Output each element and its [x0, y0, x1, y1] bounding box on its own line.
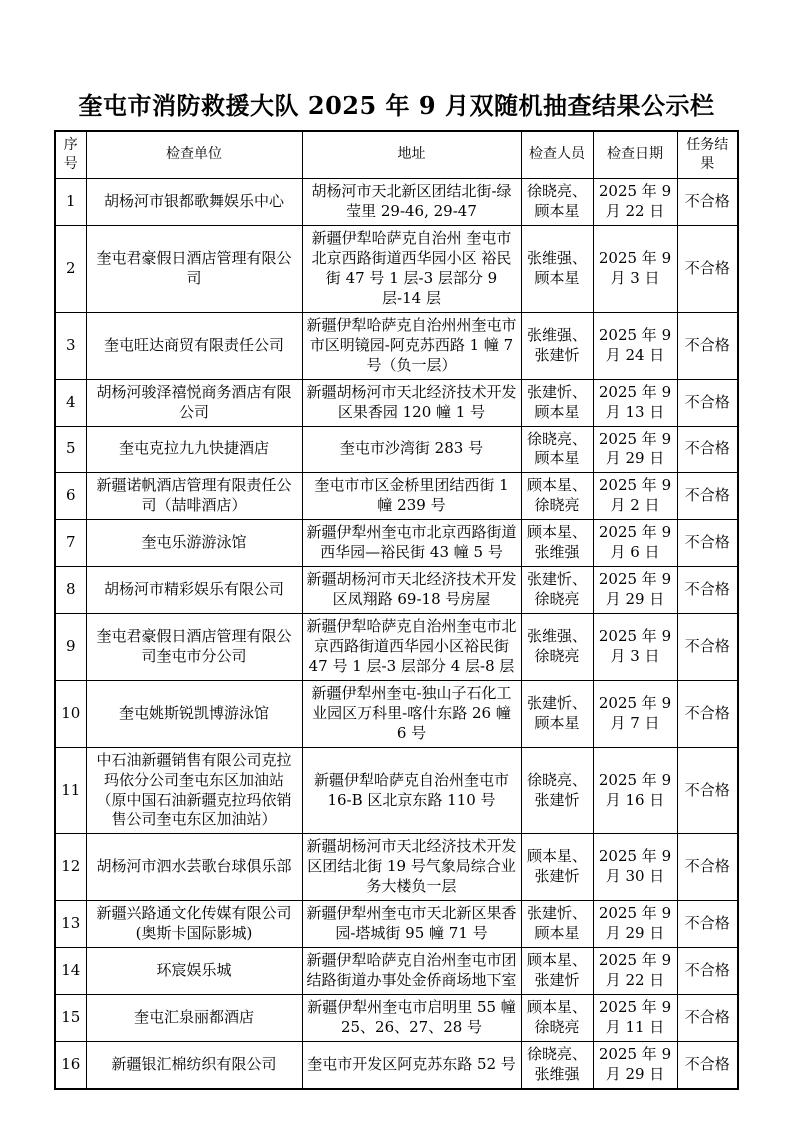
table-row	[55, 901, 738, 948]
inspection-date: 2025 年 9 月 29 日	[593, 901, 677, 948]
unit-name: 新疆诺帆酒店管理有限责任公司（喆啡酒店）	[86, 473, 302, 520]
row-serial-number: 16	[55, 1041, 86, 1088]
result-value: 不合格	[677, 179, 738, 226]
inspector-names: 徐晓亮、顾本星	[521, 426, 593, 473]
table-header-row	[55, 131, 738, 179]
table-row	[55, 567, 738, 614]
unit-address: 新疆伊犁州奎屯-独山子石化工业园区万科里-喀什东路 26 幢 6 号	[302, 680, 521, 747]
inspector-names: 张建忻、徐晓亮	[521, 567, 593, 614]
unit-address: 新疆伊犁州奎屯市北京西路街道西华园—裕民街 43 幢 5 号	[302, 520, 521, 567]
row-serial-number: 6	[55, 473, 86, 520]
unit-address: 新疆伊犁哈萨克自治州奎屯市团结路街道办事处金侨商场地下室	[302, 948, 521, 995]
inspector-names: 顾本星、徐晓亮	[521, 994, 593, 1041]
result-value: 不合格	[677, 747, 738, 834]
row-serial-number: 1	[55, 179, 86, 226]
row-serial-number: 12	[55, 834, 86, 901]
inspection-date: 2025 年 9 月 13 日	[593, 379, 677, 426]
inspector-names: 张维强、徐晓亮	[521, 614, 593, 681]
inspector-names: 徐晓亮、顾本星	[521, 179, 593, 226]
result-value: 不合格	[677, 226, 738, 313]
row-serial-number: 13	[55, 901, 86, 948]
inspection-date: 2025 年 9 月 16 日	[593, 747, 677, 834]
unit-name: 胡杨河市银都歌舞娱乐中心	[86, 179, 302, 226]
inspector-names: 顾本星、徐晓亮	[521, 473, 593, 520]
inspection-date: 2025 年 9 月 22 日	[593, 179, 677, 226]
result-value: 不合格	[677, 614, 738, 681]
unit-name: 奎屯汇泉丽都酒店	[86, 994, 302, 1041]
unit-name: 奎屯克拉九九快捷酒店	[86, 426, 302, 473]
unit-address: 奎屯市沙湾街 283 号	[302, 426, 521, 473]
unit-name: 奎屯君豪假日酒店管理有限公司	[86, 226, 302, 313]
row-serial-number: 2	[55, 226, 86, 313]
unit-name: 新疆兴路通文化传媒有限公司(奥斯卡国际影城)	[86, 901, 302, 948]
inspector-names: 张建忻、顾本星	[521, 379, 593, 426]
inspection-date: 2025 年 9 月 3 日	[593, 614, 677, 681]
table-row	[55, 473, 738, 520]
result-value: 不合格	[677, 379, 738, 426]
inspector-names: 张建忻、顾本星	[521, 901, 593, 948]
unit-name: 奎屯君豪假日酒店管理有限公司奎屯市分公司	[86, 614, 302, 681]
unit-address: 奎屯市市区金桥里团结西街 1 幢 239 号	[302, 473, 521, 520]
unit-name: 环宸娱乐城	[86, 948, 302, 995]
inspector-names: 顾本星、张维强	[521, 520, 593, 567]
table-row	[55, 680, 738, 747]
result-value: 不合格	[677, 834, 738, 901]
unit-address: 新疆伊犁哈萨克自治州州奎屯市市区明镜园-阿克苏西路 1 幢 7 号（负一层）	[302, 312, 521, 379]
inspection-date: 2025 年 9 月 29 日	[593, 567, 677, 614]
row-serial-number: 8	[55, 567, 86, 614]
unit-address: 新疆胡杨河市天北经济技术开发区凤翔路 69-18 号房屋	[302, 567, 521, 614]
unit-address: 胡杨河市天北新区团结北街-绿莹里 29-46, 29-47	[302, 179, 521, 226]
unit-name: 胡杨河市精彩娱乐有限公司	[86, 567, 302, 614]
inspection-date: 2025 年 9 月 2 日	[593, 473, 677, 520]
result-value: 不合格	[677, 567, 738, 614]
inspector-names: 顾本星、张建忻	[521, 948, 593, 995]
unit-address: 新疆伊犁哈萨克自治州奎屯市北京西路街道西华园小区裕民街 47 号 1 层-3 层部分 4 层-8 层	[302, 614, 521, 681]
col-header-task-result: 任务结果	[677, 131, 738, 179]
unit-address: 新疆伊犁州奎屯市启明里 55 幢 25、26、27、28 号	[302, 994, 521, 1041]
table-row	[55, 179, 738, 226]
table-row	[55, 520, 738, 567]
inspector-names: 徐晓亮、张建忻	[521, 747, 593, 834]
unit-name: 奎屯姚斯锐凯博游泳馆	[86, 680, 302, 747]
page-title: 奎屯市消防救援大队 2025 年 9 月双随机抽查结果公示栏	[78, 91, 715, 120]
unit-name: 奎屯乐游游泳馆	[86, 520, 302, 567]
inspection-date: 2025 年 9 月 29 日	[593, 426, 677, 473]
table-row	[55, 1041, 738, 1088]
col-header-inspectors: 检查人员	[521, 131, 593, 179]
inspection-date: 2025 年 9 月 22 日	[593, 948, 677, 995]
row-serial-number: 15	[55, 994, 86, 1041]
row-serial-number: 9	[55, 614, 86, 681]
result-value: 不合格	[677, 520, 738, 567]
table-row	[55, 948, 738, 995]
table-row	[55, 614, 738, 681]
inspector-names: 张维强、张建忻	[521, 312, 593, 379]
row-serial-number: 7	[55, 520, 86, 567]
inspection-date: 2025 年 9 月 6 日	[593, 520, 677, 567]
unit-address: 新疆伊犁哈萨克自治州 奎屯市北京西路街道西华园小区 裕民街 47 号 1 层-3 层部分 9 层-14 层	[302, 226, 521, 313]
inspection-date: 2025 年 9 月 30 日	[593, 834, 677, 901]
result-value: 不合格	[677, 312, 738, 379]
result-value: 不合格	[677, 994, 738, 1041]
table-row	[55, 994, 738, 1041]
unit-name: 胡杨河市泗水芸歌台球俱乐部	[86, 834, 302, 901]
unit-address: 奎屯市开发区阿克苏东路 52 号	[302, 1041, 521, 1088]
table-body	[55, 179, 738, 1089]
row-serial-number: 5	[55, 426, 86, 473]
table-row	[55, 747, 738, 834]
inspection-date: 2025 年 9 月 24 日	[593, 312, 677, 379]
col-header-inspection-date: 检查日期	[593, 131, 677, 179]
inspection-date: 2025 年 9 月 11 日	[593, 994, 677, 1041]
unit-name: 新疆银汇棉纺织有限公司	[86, 1041, 302, 1088]
unit-address: 新疆胡杨河市天北经济技术开发区团结北街 19 号气象局综合业务大楼负一层	[302, 834, 521, 901]
result-value: 不合格	[677, 948, 738, 995]
inspection-date: 2025 年 9 月 29 日	[593, 1041, 677, 1088]
row-serial-number: 4	[55, 379, 86, 426]
row-serial-number: 11	[55, 747, 86, 834]
table-row	[55, 426, 738, 473]
col-header-serial-number: 序号	[55, 131, 86, 179]
result-value: 不合格	[677, 901, 738, 948]
unit-name: 胡杨河骏泽禧悦商务酒店有限公司	[86, 379, 302, 426]
unit-address: 新疆伊犁州奎屯市天北新区果香园-塔城街 95 幢 71 号	[302, 901, 521, 948]
unit-name: 奎屯旺达商贸有限责任公司	[86, 312, 302, 379]
table-row	[55, 834, 738, 901]
result-value: 不合格	[677, 426, 738, 473]
unit-name: 中石油新疆销售有限公司克拉玛依分公司奎屯东区加油站（原中国石油新疆克拉玛依销售公司奎屯东区加油站）	[86, 747, 302, 834]
unit-address: 新疆伊犁哈萨克自治州奎屯市 16-B 区北京东路 110 号	[302, 747, 521, 834]
unit-address: 新疆胡杨河市天北经济技术开发区果香园 120 幢 1 号	[302, 379, 521, 426]
table-row	[55, 226, 738, 313]
row-serial-number: 14	[55, 948, 86, 995]
inspection-date: 2025 年 9 月 3 日	[593, 226, 677, 313]
table-row	[55, 379, 738, 426]
inspector-names: 徐晓亮、张维强	[521, 1041, 593, 1088]
row-serial-number: 3	[55, 312, 86, 379]
result-value: 不合格	[677, 680, 738, 747]
inspector-names: 张建忻、顾本星	[521, 680, 593, 747]
row-serial-number: 10	[55, 680, 86, 747]
inspection-results-table	[54, 130, 739, 1090]
result-value: 不合格	[677, 473, 738, 520]
result-value: 不合格	[677, 1041, 738, 1088]
col-header-inspected-unit: 检查单位	[86, 131, 302, 179]
inspector-names: 顾本星、张建忻	[521, 834, 593, 901]
col-header-address: 地址	[302, 131, 521, 179]
inspection-date: 2025 年 9 月 7 日	[593, 680, 677, 747]
table-row	[55, 312, 738, 379]
inspector-names: 张维强、顾本星	[521, 226, 593, 313]
